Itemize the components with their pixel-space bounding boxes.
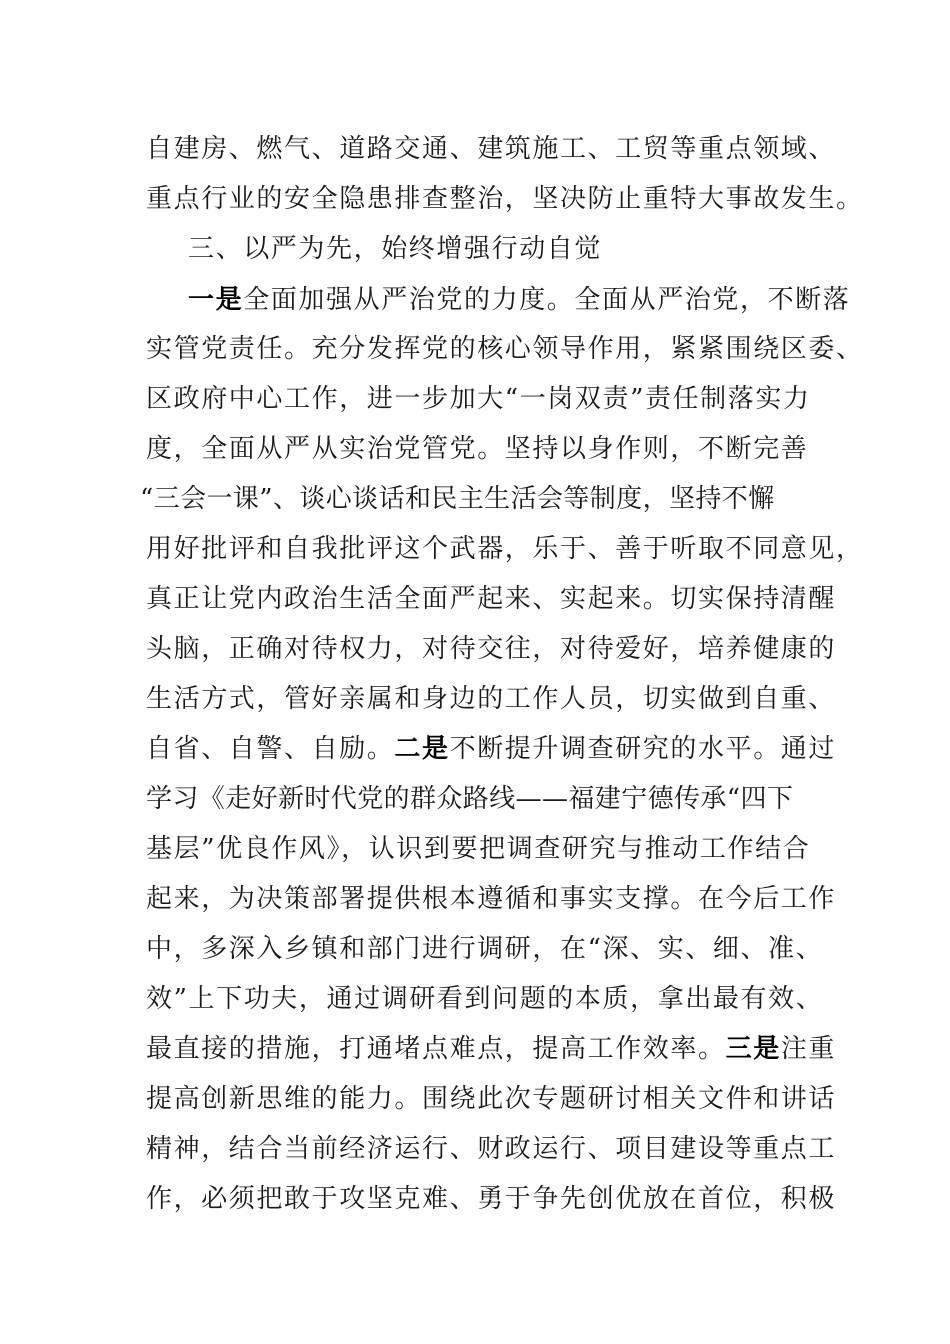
body-line-2 — [146, 174, 864, 224]
text-segment: 头脑，正确对待权力，对待交往，对待爱好，培养健康的 — [146, 634, 837, 664]
body-line-14 — [146, 774, 826, 824]
text-segment: 生活方式，管好亲属和身边的工作人员，切实做到自重、 — [146, 684, 837, 714]
body-line-20 — [146, 1074, 837, 1124]
text-segment: 自省、自警、自励。 — [146, 734, 395, 764]
body-line-12 — [146, 674, 837, 724]
body-line-11 — [146, 624, 837, 674]
text-segment: 精神，结合当前经济运行、财政运行、项目建设等重点工 — [146, 1134, 837, 1164]
text-segment: “三会一课”、谈心谈话和民主生活会等制度，坚持不懈 — [140, 484, 775, 514]
body-line-15 — [146, 824, 826, 874]
body-line-1 — [146, 124, 837, 174]
text-segment: 真正让党内政治生活全面严起来、实起来。切实保持清醒 — [146, 584, 837, 614]
body-line-5 — [146, 324, 864, 374]
body-line-17 — [146, 924, 826, 974]
text-segment: 中，多深入乡镇和部门进行调研，在“深、实、细、准、 — [146, 934, 824, 964]
body-line-10 — [146, 574, 837, 624]
text-segment: 自建房、燃气、道路交通、建筑施工、工贸等重点领域、 — [146, 134, 837, 164]
text-segment: 效”上下功夫，通过调研看到问题的本质，拿出最有效、 — [146, 984, 824, 1014]
body-line-9 — [146, 524, 864, 574]
text-segment: 重点行业的安全隐患排查整治，坚决防止重特大事故发生。 — [146, 184, 864, 214]
bold-marker: 三是 — [725, 1034, 781, 1064]
body-line-7 — [146, 424, 826, 474]
body-line-19 — [146, 1024, 837, 1074]
body-line-18 — [146, 974, 826, 1024]
text-segment: 最直接的措施，打通堵点难点，提高工作效率。 — [146, 1034, 726, 1064]
text-segment: 不断提升调查研究的水平。通过 — [449, 734, 837, 764]
body-line-16 — [146, 874, 837, 924]
text-segment: 用好批评和自我批评这个武器，乐于、善于听取不同意见， — [146, 534, 864, 564]
text-segment: 注重 — [780, 1034, 837, 1064]
bold-marker: 一是 — [188, 285, 244, 315]
text-segment: 作，必须把敢于攻坚克难、勇于争先创优放在首位，积极 — [146, 1184, 837, 1214]
body-line-21 — [146, 1124, 837, 1174]
text-segment: 度，全面从严从实治党管党。坚持以身作则，不断完善 — [146, 434, 809, 464]
bold-marker: 二是 — [394, 734, 450, 764]
text-segment: 起来，为决策部署提供根本遵循和事实支撑。在今后工作 — [146, 884, 837, 914]
text-segment: 区政府中心工作，进一步加大“一岗双责”责任制落实力 — [146, 384, 811, 414]
text-segment: 学习《走好新时代党的群众路线——福建宁德传承“四下 — [146, 784, 794, 814]
body-line-22 — [146, 1174, 837, 1224]
section-heading — [188, 224, 868, 274]
text-segment: 实管党责任。充分发挥党的核心领导作用，紧紧围绕区委、 — [146, 334, 864, 364]
body-line-4 — [188, 275, 868, 325]
body-line-8 — [140, 474, 820, 524]
body-line-13 — [146, 724, 837, 774]
body-line-6 — [146, 374, 826, 424]
text-segment: 三、以严为先，始终增强行动自觉 — [188, 234, 603, 264]
text-segment: 全面加强从严治党的力度。全面从严治党，不断落 — [243, 285, 851, 315]
text-segment: 提高创新思维的能力。围绕此次专题研讨相关文件和讲话 — [146, 1084, 837, 1114]
text-segment: 基层”优良作风》，认识到要把调查研究与推动工作结合 — [146, 834, 811, 864]
